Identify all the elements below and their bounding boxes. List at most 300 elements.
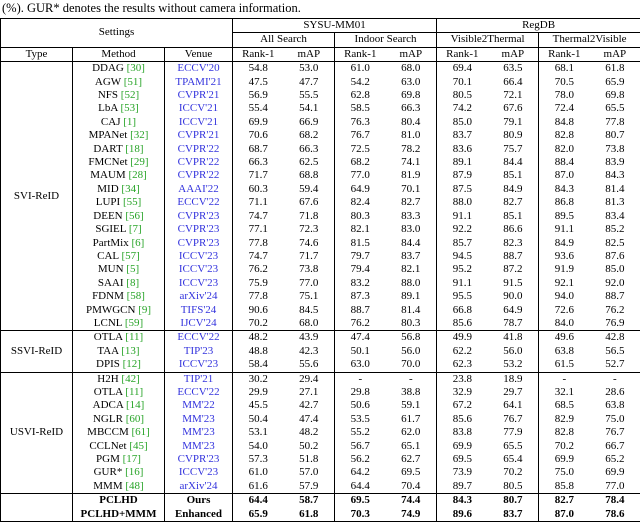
citation-link[interactable]: [45]: [126, 439, 148, 452]
method-cell: [73, 156, 165, 169]
citation-link[interactable]: [42]: [118, 372, 140, 385]
metric-cell: 80.4: [401, 115, 421, 128]
metric-cell: 68.0: [299, 316, 319, 329]
col-header-rank1: Rank-1: [335, 47, 386, 61]
metric-cell: 83.0: [401, 223, 421, 236]
metric-cell: 42.8: [590, 331, 640, 345]
metric-cell: 56.0: [401, 344, 421, 357]
col-header-type: Type: [1, 47, 73, 61]
venue-link[interactable]: arXiv'24: [179, 290, 218, 303]
metric-cell: 87.0: [539, 169, 590, 182]
method-name: DDAG: [92, 62, 124, 75]
method-name: CCLNet: [89, 439, 127, 452]
venue-cell: [165, 413, 233, 426]
metric-cell: 88.7: [335, 304, 386, 317]
method-cell: [73, 76, 165, 89]
metric-cell: 76.7: [335, 129, 386, 142]
citation-link[interactable]: [6]: [128, 236, 145, 249]
metric-cell: 76.2: [335, 317, 386, 331]
metric-cell: 72.1: [503, 89, 523, 102]
metric-cell: 49.9: [437, 331, 488, 345]
method-name: PMWGCN: [85, 303, 136, 316]
metric-cell: 70.1: [401, 182, 421, 195]
venue-link[interactable]: MM'22: [182, 399, 215, 412]
metric-cell: 87.2: [503, 263, 523, 276]
venue-cell: [165, 237, 233, 250]
table-row: [1, 263, 640, 276]
metric-cell: 76.3: [335, 116, 386, 129]
citation-link[interactable]: [29]: [127, 156, 149, 169]
metric-cell: 56.7: [335, 440, 386, 453]
metric-cell: 82.1: [401, 263, 421, 276]
metric-cell: 38.8: [401, 385, 421, 398]
method-cell: [73, 399, 165, 412]
citation-link[interactable]: [34]: [118, 182, 140, 195]
method-cell: [73, 263, 165, 276]
metric-cell: 66.7: [605, 439, 625, 452]
metric-cell: 95.2: [437, 263, 488, 276]
method-name: PCLHD: [99, 494, 138, 507]
method-name: MBCCM: [87, 426, 129, 439]
citation-link[interactable]: [1]: [120, 115, 137, 128]
citation-link[interactable]: [56]: [122, 209, 144, 222]
metric-cell: 81.4: [605, 182, 625, 195]
citation-link[interactable]: [11]: [122, 331, 144, 344]
header-row-datasets: [1, 19, 640, 33]
table-row: [1, 331, 640, 345]
metric-cell: 85.7: [437, 237, 488, 250]
metric-cell: 69.9: [437, 440, 488, 453]
venue-link[interactable]: ECCV'22: [177, 385, 220, 398]
col-header-map: mAP: [386, 47, 437, 61]
metric-cell: 84.3: [605, 169, 625, 182]
metric-cell: 80.3: [335, 210, 386, 223]
method-cell: [73, 426, 165, 439]
metric-cell: 70.6: [233, 129, 284, 142]
venue-link[interactable]: CVPR'23: [177, 236, 220, 249]
metric-cell: 57.3: [233, 453, 284, 466]
table-row: [1, 76, 640, 89]
metric-cell: 77.8: [233, 290, 284, 303]
metric-cell: 87.5: [437, 183, 488, 196]
metric-cell: 83.8: [437, 426, 488, 439]
venue-cell: [165, 358, 233, 372]
metric-cell: 53.0: [284, 62, 335, 76]
method-name: SGIEL: [95, 223, 127, 236]
method-name: FDNM: [92, 290, 124, 303]
venue-link[interactable]: CVPR'22: [177, 142, 220, 155]
metric-cell: 71.7: [299, 249, 319, 262]
method-cell: [73, 223, 165, 236]
citation-link[interactable]: [12]: [119, 358, 141, 371]
metric-cell: 75.0: [605, 412, 625, 425]
metric-cell: 48.2: [233, 331, 284, 345]
metric-cell: 94.0: [539, 290, 590, 303]
metric-cell: 78.6: [605, 507, 625, 520]
metric-cell: 64.4: [233, 494, 284, 508]
metric-cell: 74.6: [299, 236, 319, 249]
method-name: DEEN: [93, 209, 123, 222]
method-name: LbA: [98, 102, 118, 115]
citation-link[interactable]: [5]: [123, 263, 140, 276]
method-name: PGM: [96, 453, 120, 465]
method-name: PartMix: [92, 236, 129, 249]
method-cell: [73, 290, 165, 303]
venue-cell: [165, 263, 233, 276]
col-header-rank1: Rank-1: [233, 47, 284, 61]
venue-cell: [165, 466, 233, 479]
metric-cell: 86.8: [539, 196, 590, 209]
mode-header-indoor-search: Indoor Search: [335, 33, 437, 47]
header-row-columns: [1, 47, 640, 61]
metric-cell: 85.6: [437, 413, 488, 426]
metric-cell: 71.8: [299, 209, 319, 222]
metric-cell: 65.4: [503, 453, 523, 465]
metric-cell: 69.8: [605, 89, 625, 102]
citation-link[interactable]: [16]: [122, 466, 144, 479]
metric-cell: 83.4: [605, 209, 625, 222]
metric-cell: 92.2: [437, 223, 488, 236]
method-name: DPIS: [96, 358, 120, 371]
metric-cell: 69.9: [539, 453, 590, 466]
metric-cell: 73.8: [299, 263, 319, 276]
metric-cell: 75.1: [299, 290, 319, 303]
method-cell: [73, 169, 165, 182]
method-cell: [73, 413, 165, 426]
venue-link[interactable]: TIFS'24: [180, 303, 217, 316]
citation-link[interactable]: [30]: [123, 62, 145, 75]
metric-cell: 64.2: [335, 466, 386, 479]
venue-cell: [165, 508, 233, 522]
metric-cell: 58.5: [335, 102, 386, 115]
method-cell: [73, 183, 165, 196]
metric-cell: 83.9: [605, 156, 625, 169]
metric-cell: 84.4: [503, 156, 523, 169]
venue-cell: [165, 250, 233, 263]
method-name: PCLHD+MMM: [80, 507, 157, 520]
citation-link[interactable]: [53]: [117, 102, 139, 115]
venue-link[interactable]: CVPR'21: [177, 129, 220, 142]
metric-cell: 65.5: [503, 439, 523, 452]
metric-cell: 61.8: [590, 62, 640, 76]
metric-cell: 69.9: [233, 116, 284, 129]
citation-link[interactable]: [58]: [123, 290, 145, 303]
metric-cell: 70.5: [539, 76, 590, 89]
metric-cell: 53.1: [233, 426, 284, 439]
table-row: [1, 480, 640, 494]
method-name: NFS: [97, 89, 119, 102]
metric-cell: 63.0: [335, 358, 386, 372]
method-name: TAA: [97, 344, 119, 357]
metric-cell: 76.9: [605, 316, 625, 329]
venue-link[interactable]: CVPR'23: [177, 223, 220, 236]
metric-cell: 70.4: [401, 479, 421, 492]
metric-cell: 55.2: [335, 426, 386, 439]
venue-link[interactable]: CVPR'22: [177, 156, 220, 169]
metric-cell: 48.2: [299, 426, 319, 439]
venue-link[interactable]: CVPR'23: [177, 453, 220, 465]
venue-link[interactable]: MM'23: [182, 439, 215, 452]
metric-cell: 61.0: [233, 466, 284, 479]
venue-link[interactable]: CVPR'22: [177, 169, 220, 182]
metric-cell: 67.2: [437, 399, 488, 412]
metric-cell: 85.8: [539, 480, 590, 494]
metric-cell: 42.3: [299, 344, 319, 357]
metric-cell: 18.9: [488, 372, 539, 386]
citation-link[interactable]: [17]: [119, 453, 141, 465]
metric-cell: 65.2: [605, 453, 625, 465]
metric-cell: 28.6: [605, 385, 625, 398]
venue-link[interactable]: TIP'23: [183, 344, 214, 357]
metric-cell: 87.6: [605, 249, 625, 262]
citation-link[interactable]: [48]: [122, 479, 144, 492]
venue-link[interactable]: MM'23: [182, 412, 215, 425]
metric-cell: 76.2: [233, 263, 284, 276]
metric-cell: 93.6: [539, 250, 590, 263]
metric-cell: 60.3: [233, 183, 284, 196]
metric-cell: 55.4: [233, 102, 284, 115]
method-name: AGW: [94, 75, 121, 88]
method-cell: [73, 250, 165, 263]
citation-link[interactable]: [59]: [122, 316, 144, 329]
metric-cell: 70.2: [539, 440, 590, 453]
table-row: [1, 143, 640, 156]
citation-link[interactable]: [60]: [122, 412, 145, 425]
metric-cell: 62.7: [401, 453, 421, 465]
method-name: H2H: [97, 372, 119, 385]
col-header-map: mAP: [590, 47, 640, 61]
metric-cell: 56.0: [503, 344, 523, 357]
metric-cell: 74.9: [401, 507, 421, 520]
mode-header-visible2thermal: Visible2Thermal: [437, 33, 539, 47]
citation-link[interactable]: [55]: [120, 196, 142, 209]
col-header-rank1: Rank-1: [539, 47, 590, 61]
venue-cell: [165, 372, 233, 386]
metric-cell: 75.0: [539, 466, 590, 479]
metric-cell: 29.9: [233, 386, 284, 399]
venue-link[interactable]: ICCV'23: [178, 466, 219, 479]
metric-cell: 45.5: [233, 399, 284, 412]
metric-cell: 54.2: [335, 76, 386, 89]
metric-cell: 81.9: [401, 169, 421, 182]
metric-cell: 74.7: [233, 250, 284, 263]
citation-link[interactable]: [61]: [128, 426, 150, 439]
venue-link[interactable]: arXiv'24: [179, 479, 218, 492]
metric-cell: 91.9: [539, 263, 590, 276]
method-name: MPANet: [88, 129, 128, 142]
venue-cell: [165, 156, 233, 169]
metric-cell: 75.9: [233, 277, 284, 290]
citation-link[interactable]: [7]: [126, 223, 142, 236]
venue-cell: [165, 399, 233, 412]
venue-link[interactable]: IJCV'24: [180, 316, 217, 329]
venue-link[interactable]: CVPR'21: [177, 89, 220, 102]
dataset-header-sysu-mm01: SYSU-MM01: [233, 19, 437, 33]
method-cell: [73, 237, 165, 250]
metric-cell: 85.6: [437, 317, 488, 331]
metric-cell: 61.0: [335, 62, 386, 76]
method-cell: [73, 466, 165, 479]
venue-link[interactable]: ECCV'22: [177, 196, 220, 209]
metric-cell: 70.3: [335, 508, 386, 522]
dataset-header-regdb: RegDB: [437, 19, 640, 33]
metric-cell: 81.4: [401, 303, 421, 316]
method-cell: [73, 345, 165, 358]
metric-cell: 48.8: [233, 345, 284, 358]
metric-cell: 65.1: [401, 439, 421, 452]
venue-link[interactable]: CVPR'23: [177, 209, 220, 222]
metric-cell: 63.5: [488, 62, 539, 76]
venue-link[interactable]: TIP'21: [183, 372, 214, 385]
venue-link[interactable]: ECCV'22: [177, 331, 220, 344]
metric-cell: 56.8: [386, 331, 437, 345]
venue-link[interactable]: TPAMI'21: [175, 75, 222, 88]
citation-link[interactable]: [11]: [122, 385, 144, 398]
metric-cell: 29.7: [503, 385, 523, 398]
metric-cell: 42.7: [299, 399, 319, 412]
metric-cell: 80.3: [401, 316, 421, 329]
table-row: [1, 508, 640, 522]
venue-link[interactable]: ICCV'23: [178, 358, 219, 371]
venue-link[interactable]: AAAI'22: [178, 182, 219, 195]
metric-cell: 89.7: [437, 480, 488, 494]
table-row: [1, 453, 640, 466]
metric-cell: 68.7: [233, 143, 284, 156]
metric-cell: 59.1: [401, 399, 421, 412]
metric-cell: 95.5: [437, 290, 488, 303]
metric-cell: 87.3: [335, 290, 386, 303]
metric-cell: 62.0: [401, 426, 421, 439]
method-name: ADCA: [92, 399, 124, 412]
method-name: SAAI: [97, 276, 124, 289]
venue-link[interactable]: ICCV'23: [178, 276, 219, 289]
metric-cell: 79.4: [335, 263, 386, 276]
metric-cell: 43.9: [284, 331, 335, 345]
method-cell: [73, 304, 165, 317]
table-row: [1, 129, 640, 142]
venue-cell: [165, 183, 233, 196]
table-row: [1, 358, 640, 372]
metric-cell: 66.3: [401, 102, 421, 115]
method-name: FMCNet: [88, 156, 128, 169]
metric-cell: 73.9: [437, 466, 488, 479]
citation-link[interactable]: [57]: [118, 249, 140, 262]
metric-cell: 68.5: [539, 399, 590, 412]
venue-cell: [165, 89, 233, 102]
method-cell: [73, 508, 165, 522]
venue-link[interactable]: ECCV'20: [177, 62, 220, 75]
metric-cell: 78.0: [539, 89, 590, 102]
metric-cell: 53.5: [335, 413, 386, 426]
method-name: OTLA: [93, 331, 123, 344]
metric-cell: 67.6: [503, 102, 523, 115]
venue-link[interactable]: ICCV'21: [178, 115, 219, 128]
metric-cell: -: [386, 372, 437, 386]
citation-link[interactable]: [9]: [135, 303, 152, 316]
metric-cell: 84.9: [539, 237, 590, 250]
table-row: [1, 386, 640, 399]
metric-cell: 57.0: [299, 466, 319, 479]
metric-cell: 66.3: [233, 156, 284, 169]
method-cell: [73, 143, 165, 156]
citation-link[interactable]: [18]: [122, 142, 144, 155]
citation-link[interactable]: [52]: [118, 89, 140, 102]
metric-cell: 61.8: [299, 507, 319, 520]
metric-cell: 69.5: [335, 494, 386, 508]
type-cell: SSVI-ReID: [1, 331, 73, 372]
metric-cell: 78.4: [590, 494, 640, 508]
table-row: [1, 116, 640, 129]
metric-cell: 70.1: [437, 76, 488, 89]
metric-cell: 84.3: [539, 183, 590, 196]
venue-link[interactable]: ICCV'23: [178, 263, 219, 276]
results-table: [0, 18, 640, 522]
citation-link[interactable]: [51]: [121, 75, 143, 88]
method-name: CAL: [97, 249, 119, 262]
metric-cell: 82.1: [335, 223, 386, 236]
metric-cell: -: [590, 372, 640, 386]
metric-cell: 53.2: [503, 358, 523, 371]
venue-cell: [165, 210, 233, 223]
metric-cell: 81.0: [401, 129, 421, 142]
venue-link[interactable]: ICCV'23: [178, 249, 219, 262]
table-row: [1, 237, 640, 250]
venue-cell: [165, 494, 233, 508]
citation-link[interactable]: [13]: [118, 344, 140, 357]
citation-link[interactable]: [28]: [125, 169, 147, 182]
metric-cell: 89.1: [437, 156, 488, 169]
method-cell: [73, 196, 165, 209]
metric-cell: 27.1: [299, 385, 319, 398]
metric-cell: 84.4: [401, 236, 421, 249]
metric-cell: 76.7: [503, 412, 523, 425]
metric-cell: 88.7: [503, 249, 523, 262]
method-cell: [73, 210, 165, 223]
venue-cell: [165, 196, 233, 209]
metric-cell: 89.6: [437, 508, 488, 522]
table-row: [1, 290, 640, 303]
metric-cell: 47.4: [299, 412, 319, 425]
method-name: DART: [93, 142, 123, 155]
venue-cell: [165, 453, 233, 466]
method-cell: [73, 277, 165, 290]
citation-link[interactable]: [8]: [123, 276, 140, 289]
metric-cell: 41.8: [488, 331, 539, 345]
metric-cell: 82.5: [605, 236, 625, 249]
venue-link[interactable]: ICCV'21: [178, 102, 219, 115]
table-row: [1, 494, 640, 508]
citation-link[interactable]: [32]: [127, 129, 149, 142]
venue-cell: [165, 116, 233, 129]
table-row: [1, 250, 640, 263]
venue-link[interactable]: MM'23: [182, 426, 215, 439]
metric-cell: 79.1: [503, 115, 523, 128]
col-header-venue: Venue: [165, 47, 233, 61]
metric-cell: 80.5: [503, 479, 523, 492]
venue-cell: [165, 143, 233, 156]
metric-cell: 56.9: [233, 89, 284, 102]
venue-cell: [165, 102, 233, 115]
metric-cell: 65.9: [233, 508, 284, 522]
citation-link[interactable]: [14]: [123, 399, 145, 412]
metric-cell: 66.9: [299, 115, 319, 128]
metric-cell: 23.8: [437, 372, 488, 386]
metric-cell: 56.2: [335, 453, 386, 466]
metric-cell: 49.6: [539, 331, 590, 345]
metric-cell: 50.2: [299, 439, 319, 452]
metric-cell: 66.4: [503, 75, 523, 88]
metric-cell: 82.0: [539, 143, 590, 156]
